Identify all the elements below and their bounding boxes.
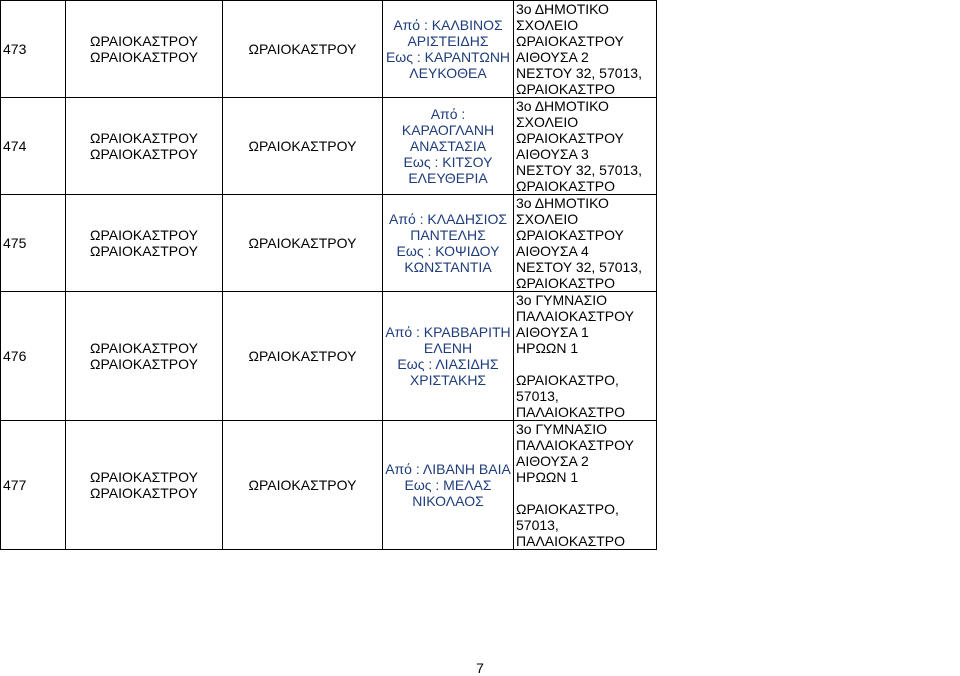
polling-place-cell-line: ΣΧΟΛΕΙΟ (516, 114, 579, 130)
municipality-cell-line: ΩΡΑΙΟΚΑΣΤΡΟΥ (90, 49, 198, 65)
polling-place-cell-line: 3ο ΔΗΜΟΤΙΚΟ (516, 1, 609, 17)
municipality-cell-line: ΩΡΑΙΟΚΑΣΤΡΟΥ (90, 130, 198, 146)
polling-place-cell-line: ΑΙΘΟΥΣΑ 2 (516, 49, 589, 65)
surname-range-cell-line: Από : (430, 106, 466, 122)
surname-range-cell (383, 195, 514, 292)
polling-place-cell-line: 3ο ΓΥΜΝΑΣΙΟ (516, 292, 608, 308)
polling-place-cell-line: ΑΙΘΟΥΣΑ 1 (516, 324, 589, 340)
surname-range-cell (383, 1, 514, 98)
surname-range-cell-line: Εως : ΛΙΑΣΙΔΗΣ (397, 356, 499, 372)
polling-place-cell-line: ΩΡΑΙΟΚΑΣΤΡΟ, (516, 501, 619, 517)
surname-range-cell-line: Από : ΚΑΛΒΙΝΟΣ (393, 17, 503, 33)
polling-place-cell-line: 57013, (516, 517, 559, 533)
municipality-cell (66, 98, 223, 195)
municipality-cell (66, 421, 223, 550)
polling-place-cell-line: 3ο ΔΗΜΟΤΙΚΟ (516, 98, 609, 114)
polling-place-cell (514, 292, 657, 421)
polling-place-cell-line: ΗΡΩΩΝ 1 (516, 469, 579, 485)
surname-range-cell-line: ΕΛΕΝΗ (423, 340, 473, 356)
municipal-unit-cell: ΩΡΑΙΟΚΑΣΤΡΟΥ (223, 1, 383, 98)
municipal-unit-cell: ΩΡΑΙΟΚΑΣΤΡΟΥ (223, 292, 383, 421)
municipality-cell-line: ΩΡΑΙΟΚΑΣΤΡΟΥ (90, 485, 198, 501)
surname-range-cell (383, 292, 514, 421)
surname-range-cell-line: Εως : ΚΟΨΙΔΟΥ (396, 243, 500, 259)
table-row (1, 292, 657, 421)
station-number: 477 (1, 421, 66, 550)
polling-place-cell (514, 421, 657, 550)
surname-range-cell-line: ΛΕΥΚΟΘΕΑ (409, 65, 487, 81)
station-number: 475 (1, 195, 66, 292)
polling-place-cell-line: ΩΡΑΙΟΚΑΣΤΡΟΥ (516, 130, 624, 146)
polling-place-cell-line: ΩΡΑΙΟΚΑΣΤΡΟ (516, 178, 615, 194)
polling-place-cell-line: ΩΡΑΙΟΚΑΣΤΡΟ, (516, 372, 619, 388)
polling-place-cell-line: ΣΧΟΛΕΙΟ (516, 17, 579, 33)
polling-place-cell (514, 1, 657, 98)
municipality-cell-line: ΩΡΑΙΟΚΑΣΤΡΟΥ (90, 469, 198, 485)
polling-place-cell (514, 195, 657, 292)
municipal-unit-cell: ΩΡΑΙΟΚΑΣΤΡΟΥ (223, 98, 383, 195)
municipality-cell (66, 1, 223, 98)
polling-place-cell-line: ΩΡΑΙΟΚΑΣΤΡΟ (516, 81, 615, 97)
municipality-cell-line: ΩΡΑΙΟΚΑΣΤΡΟΥ (90, 243, 198, 259)
surname-range-cell-line: ΧΡΙΣΤΑΚΗΣ (409, 372, 487, 388)
polling-place-cell-line: ΝΕΣΤΟΥ 32, 57013, (516, 65, 642, 81)
polling-place-cell-line (516, 356, 654, 372)
polling-place-cell-line: ΠΑΛΑΙΟΚΑΣΤΡΟ (516, 533, 626, 549)
station-number: 476 (1, 292, 66, 421)
surname-range-cell-line: ΝΙΚΟΛΑΟΣ (412, 493, 484, 509)
table-row (1, 98, 657, 195)
municipal-unit-cell: ΩΡΑΙΟΚΑΣΤΡΟΥ (223, 195, 383, 292)
municipality-cell-line: ΩΡΑΙΟΚΑΣΤΡΟΥ (90, 356, 198, 372)
table-row (1, 195, 657, 292)
surname-range-cell (383, 98, 514, 195)
polling-place-cell-line (516, 485, 654, 501)
municipality-cell (66, 195, 223, 292)
table-body (1, 1, 657, 550)
surname-range-cell-line: Από : ΛΙΒΑΝΗ ΒΑΙΑ (385, 461, 511, 477)
surname-range-cell-line: ΑΝΑΣΤΑΣΙΑ (409, 138, 487, 154)
table-row (1, 421, 657, 550)
polling-place-cell-line: ΠΑΛΑΙΟΚΑΣΤΡΟ (516, 404, 626, 420)
polling-place-cell (514, 98, 657, 195)
polling-place-cell-line: ΝΕΣΤΟΥ 32, 57013, (516, 259, 642, 275)
polling-place-cell-line: ΝΕΣΤΟΥ 32, 57013, (516, 162, 642, 178)
polling-place-cell-line: 3ο ΔΗΜΟΤΙΚΟ (516, 195, 609, 211)
station-number: 474 (1, 98, 66, 195)
surname-range-cell-line: ΚΩΝΣΤΑΝΤΙΑ (404, 259, 492, 275)
polling-place-cell-line: ΩΡΑΙΟΚΑΣΤΡΟΥ (516, 227, 624, 243)
surname-range-cell-line: Από : ΚΡΑΒΒΑΡΙΤΗ (385, 324, 511, 340)
surname-range-cell (383, 421, 514, 550)
table-row (1, 1, 657, 98)
polling-place-cell-line: ΑΙΘΟΥΣΑ 3 (516, 146, 589, 162)
polling-place-cell-line: ΠΑΛΑΙΟΚΑΣΤΡΟΥ (516, 308, 634, 324)
station-number: 473 (1, 1, 66, 98)
municipality-cell-line: ΩΡΑΙΟΚΑΣΤΡΟΥ (90, 33, 198, 49)
municipal-unit-cell: ΩΡΑΙΟΚΑΣΤΡΟΥ (223, 421, 383, 550)
municipality-cell-line: ΩΡΑΙΟΚΑΣΤΡΟΥ (90, 227, 198, 243)
surname-range-cell-line: Εως : ΚΙΤΣΟΥ (403, 154, 493, 170)
surname-range-cell-line: Εως : ΜΕΛΑΣ (404, 477, 492, 493)
polling-place-cell-line: ΩΡΑΙΟΚΑΣΤΡΟΥ (516, 33, 624, 49)
polling-place-cell-line: ΠΑΛΑΙΟΚΑΣΤΡΟΥ (516, 437, 634, 453)
municipality-cell (66, 292, 223, 421)
municipality-cell-line: ΩΡΑΙΟΚΑΣΤΡΟΥ (90, 146, 198, 162)
polling-place-cell-line: ΣΧΟΛΕΙΟ (516, 211, 579, 227)
surname-range-cell-line: Από : ΚΛΑΔΗΣΙΟΣ (388, 211, 508, 227)
municipality-cell-line: ΩΡΑΙΟΚΑΣΤΡΟΥ (90, 340, 198, 356)
polling-place-cell-line: ΑΙΘΟΥΣΑ 2 (516, 453, 589, 469)
page-number: 7 (476, 660, 484, 676)
surname-range-cell-line: ΕΛΕΥΘΕΡΙΑ (408, 170, 488, 186)
polling-place-cell-line: 3ο ΓΥΜΝΑΣΙΟ (516, 421, 608, 437)
surname-range-cell-line: ΑΡΙΣΤΕΙΔΗΣ (407, 33, 489, 49)
polling-place-cell-line: 57013, (516, 388, 559, 404)
polling-place-cell-line: ΗΡΩΩΝ 1 (516, 340, 579, 356)
surname-range-cell-line: Εως : ΚΑΡΑΝΤΩΝΗ (385, 49, 511, 65)
polling-place-cell-line: ΩΡΑΙΟΚΑΣΤΡΟ (516, 275, 615, 291)
surname-range-cell-line: ΠΑΝΤΕΛΗΣ (410, 227, 486, 243)
polling-place-cell-line: ΑΙΘΟΥΣΑ 4 (516, 243, 589, 259)
surname-range-cell-line: ΚΑΡΑΟΓΛΑΝΗ (401, 122, 495, 138)
